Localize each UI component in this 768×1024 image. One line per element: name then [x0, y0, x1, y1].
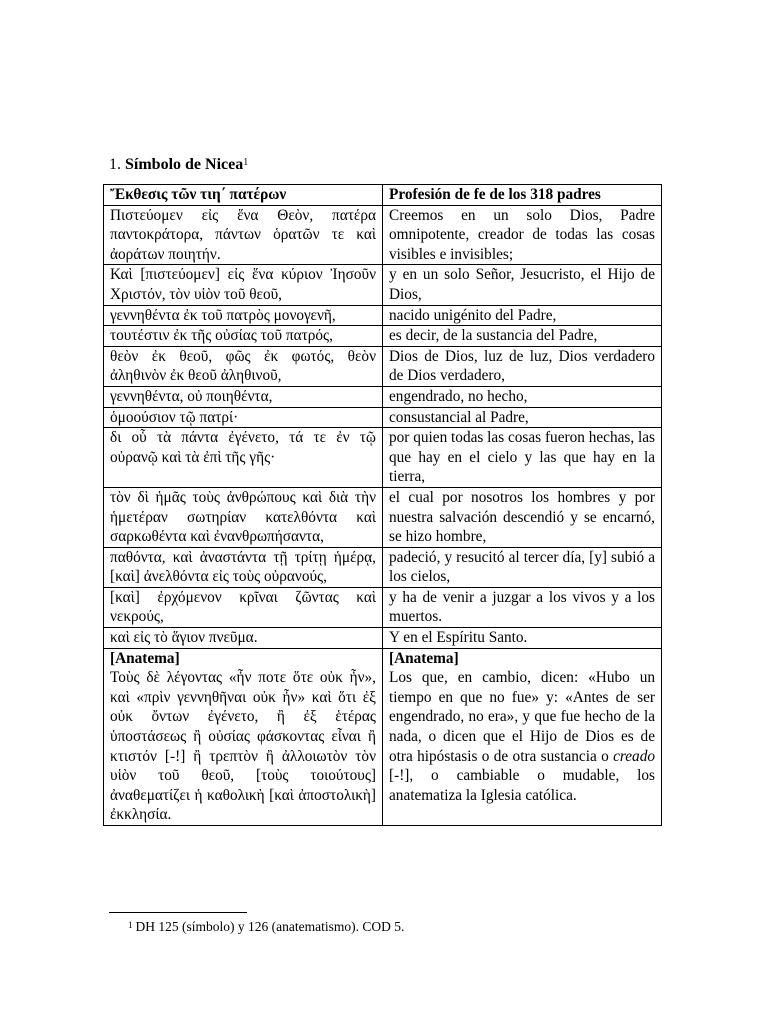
table-row — [104, 547, 662, 587]
table-row — [104, 628, 662, 649]
greek-cell: τουτέστιν ἐκ τῆς οὐσίας τοῦ πατρός, — [104, 326, 383, 347]
greek-cell: [καὶ] ἐρχόμενον κρῖναι ζῶντας καὶ νεκρούς, — [104, 587, 383, 627]
spanish-cell: por quien todas las cosas fueron hechas, las que hay en el cielo y las que hay en la tierra, — [383, 428, 662, 488]
footnote-separator — [109, 912, 247, 913]
heading-number: 1. — [109, 156, 121, 173]
table-row — [104, 326, 662, 347]
table-row — [104, 205, 662, 265]
greek-cell: Καὶ [πιστεύομεν] εἰς ἕνα κύριον Ἰησοῦν Χριστόν, τὸν υἱὸν τοῦ θεοῦ, — [104, 265, 383, 305]
heading-title: Símbolo de Nicea — [125, 156, 244, 173]
table-row — [104, 386, 662, 407]
table-header-row — [104, 185, 662, 206]
anatema-greek-text: Τοὺς δὲ λέγοντας «ἦν ποτε ὅτε οὐκ ἦν», καὶ «πρὶν γεννηθῆναι οὐκ ἦν» καὶ ὅτι ἐξ οὐκ ὄντων ἐγένετο, ἢ ἐξ ἑτέρας ὑποστάσεως ἢ οὐσίας φάσκοντας εἶναι ἢ κτιστόν [-!] ἢ τρεπτὸν ἢ ἀλλοιωτὸν τὸν υἱὸν τοῦ θεοῦ, [τοὺς τοιούτους] ἀναθεματίζει ἡ καθολικὴ [καὶ ἀποστολικὴ] ἐκκλησία. — [110, 669, 376, 824]
spanish-cell: Creemos en un solo Dios, Padre omnipotente, creador de todas las cosas visibles e invisibles; — [383, 205, 662, 265]
anatema-spanish-text-after: [-!], o cambiable o mudable, los anatematiza la Iglesia católica. — [389, 767, 655, 804]
table-row — [104, 428, 662, 488]
anatema-spanish-text-before: Los que, en cambio, dicen: «Hubo un tiempo en que no fue» y: «Antes de ser engendrado, no era», y que fue hecho de la nada, o dicen que el Hijo de Dios es de otra hipóstasis o de otra sustancia o — [389, 669, 655, 765]
greek-cell: Πιστεύομεν εἰς ἕνα Θεὸν, πατέρα παντοκράτορα, πάντων ὁρατῶν τε καὶ ἀοράτων ποιητήν. — [104, 205, 383, 265]
spanish-cell: Y en el Espíritu Santo. — [383, 628, 662, 649]
anatema-greek-cell — [104, 648, 383, 825]
spanish-cell: engendrado, no hecho, — [383, 386, 662, 407]
greek-cell: καὶ εἰς τὸ ἅγιον πνεῦμα. — [104, 628, 383, 649]
greek-cell: γεννηθέντα ἐκ τοῦ πατρὸς μονογενῆ, — [104, 305, 383, 326]
anatema-row — [104, 648, 662, 825]
footnote — [128, 918, 404, 936]
heading-footnote-mark: 1 — [243, 157, 249, 168]
footnote-text: DH 125 (símbolo) y 126 (anatematismo). COD 5. — [135, 919, 405, 934]
section-heading — [109, 154, 248, 176]
greek-cell: θεὸν ἐκ θεοῦ, φῶς ἐκ φωτός, θεὸν ἀληθινὸν ἐκ θεοῦ ἀληθινοῦ, — [104, 346, 383, 386]
table-row — [104, 346, 662, 386]
table-row — [104, 407, 662, 428]
table-row — [104, 587, 662, 627]
table-row — [104, 265, 662, 305]
spanish-cell: nacido unigénito del Padre, — [383, 305, 662, 326]
footnote-mark: 1 — [128, 920, 133, 930]
header-greek: Ἔκθεσις τῶν τιη΄ πατέρων — [104, 185, 383, 206]
spanish-cell: consustancial al Padre, — [383, 407, 662, 428]
spanish-cell: y en un solo Señor, Jesucristo, el Hijo de Dios, — [383, 265, 662, 305]
spanish-cell: y ha de venir a juzgar a los vivos y a los muertos. — [383, 587, 662, 627]
spanish-cell: padeció, y resucitó al tercer día, [y] subió a los cielos, — [383, 547, 662, 587]
greek-cell: δι οὗ τὰ πάντα ἐγένετο, τά τε ἐν τῷ οὐρανῷ καὶ τὰ ἐπὶ τῆς γῆς· — [104, 428, 383, 488]
greek-cell: τὸν δὶ ἡμᾶς τοὺς ἀνθρώπους καὶ διὰ τὴν ἡμετέραν σωτηρίαν κατελθόντα καὶ σαρκωθέντα καὶ ἐνανθρωπήσαντα, — [104, 487, 383, 547]
table-row — [104, 305, 662, 326]
anatema-label-greek: [Anatema] — [110, 649, 180, 667]
greek-cell: γεννηθέντα, οὐ ποιηθέντα, — [104, 386, 383, 407]
creed-table — [103, 184, 662, 826]
spanish-cell: Dios de Dios, luz de luz, Dios verdadero de Dios verdadero, — [383, 346, 662, 386]
spanish-cell: es decir, de la sustancia del Padre, — [383, 326, 662, 347]
anatema-spanish-cell — [383, 648, 662, 825]
anatema-spanish-italic: creado — [613, 747, 655, 765]
spanish-cell: el cual por nosotros los hombres y por nuestra salvación descendió y se encarnó, se hizo hombre, — [383, 487, 662, 547]
header-spanish: Profesión de fe de los 318 padres — [383, 185, 662, 206]
table-row — [104, 487, 662, 547]
anatema-label-spanish: [Anatema] — [389, 649, 459, 667]
greek-cell: ὁμοούσιον τῷ πατρί· — [104, 407, 383, 428]
greek-cell: παθόντα, καὶ ἀναστάντα τῇ τρίτῃ ἡμέρᾳ, [καὶ] ἀνελθόντα εἰς τοὺς οὐρανούς, — [104, 547, 383, 587]
